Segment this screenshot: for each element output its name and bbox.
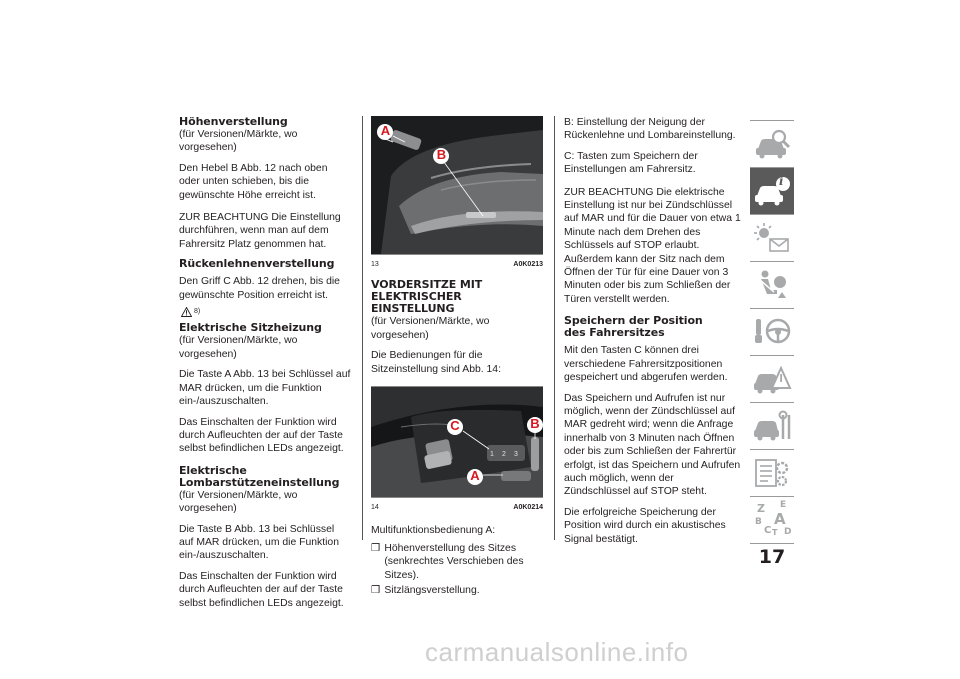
seat-side-illustration — [371, 116, 543, 254]
heading-height-adjustment: Höhenverstellung — [179, 115, 288, 128]
heading-memory-line-1: Speichern der Position — [564, 314, 703, 328]
sidebar-tab-starting-driving[interactable] — [750, 309, 794, 355]
figure-14-caption — [371, 497, 543, 514]
heading-lumbar-line-2: Lombarstützeneinstellung — [179, 475, 340, 489]
heading-subtitle: (für Versionen/Märkte, wo vorgesehen) — [371, 316, 490, 341]
index-letter-t: T — [772, 528, 778, 537]
note-paragraph: ZUR BEACHTUNG Die Einstellung durchführen, wenn man auf dem Fahrersitz Platz genommen hat. — [179, 212, 341, 250]
memory-button-3: 3 — [514, 451, 518, 459]
warning-reference — [181, 305, 351, 318]
figure-label-a: A — [470, 468, 480, 484]
heading-subtitle: (für Versionen/Märkte, wo vorgesehen) — [179, 489, 298, 515]
airbag-seat-icon — [752, 268, 792, 302]
column-2 — [371, 116, 543, 599]
heading-front-seats-line-2: ELEKTRISCHER — [371, 290, 462, 304]
column-3 — [564, 116, 742, 553]
figure-label-a: A — [380, 123, 391, 138]
heading-front-seats-line-1: VORDERSITZE MIT — [371, 278, 483, 292]
warning-ref-number: 8) — [194, 308, 201, 316]
heading-subtitle: (für Versionen/Märkte, wo vorgesehen) — [179, 129, 298, 154]
figure-label-b: B — [530, 416, 540, 432]
list-item-text: Sitzlängsverstellung. — [384, 585, 480, 597]
list-item — [371, 584, 543, 597]
paragraph: Die Taste A Abb. 13 bei Schlüssel auf MAR drücken, um die Funktion ein-/auszuschalten. — [179, 369, 351, 408]
index-letter-b: B — [755, 517, 762, 527]
paragraph: Den Griff C Abb. 12 drehen, bis die gewünschte Position erreicht ist. — [179, 276, 340, 301]
sidebar-tab-maintenance[interactable] — [750, 403, 794, 449]
watermark: carmanualsonline.info — [425, 637, 689, 667]
paragraph: Den Hebel B Abb. 12 nach oben oder unten schieben, bis die gewünschte Höhe erreicht ist. — [179, 162, 328, 201]
heading-front-seats-line-3: EINSTELLUNG — [371, 302, 455, 316]
checklist-gears-icon — [752, 456, 792, 490]
figure-number: 13 — [371, 261, 379, 268]
index-letter-a: A — [774, 510, 786, 528]
paragraph: Mit den Tasten C können drei verschiedene Fahrersitzpositionen gespeichert und abgerufen werden. — [564, 345, 728, 384]
heading-backrest-adjustment: Rückenlehnenverstellung — [179, 257, 335, 271]
figure-number: 14 — [371, 504, 379, 512]
figure-code: A0K0213 — [513, 261, 543, 268]
memory-button-2: 2 — [502, 451, 506, 459]
info-letter: i — [779, 174, 784, 188]
checkbox-bullet-icon: ❒ — [371, 585, 381, 597]
paragraph: Das Einschalten der Funktion wird durch Aufleuchten der auf der Taste selbst befindlichen LEDs angezeigt. — [179, 416, 344, 455]
column-divider — [362, 116, 363, 540]
list-item-text: Höhenverstellung des Sitzes (senkrechtes Verschieben des Sitzes). — [384, 542, 524, 581]
sidebar-separator — [750, 543, 794, 544]
heading-seat-heating: Elektrische Sitzheizung — [179, 321, 322, 335]
heading-lumbar-line-1: Elektrische — [179, 463, 247, 477]
key-steering-icon — [752, 315, 792, 349]
sidebar-tab-lights-messages[interactable] — [750, 215, 794, 261]
index-letter-z: Z — [757, 502, 765, 515]
list-item — [371, 542, 543, 582]
heading-subtitle: (für Versionen/Märkte, wo vorgesehen) — [179, 335, 298, 360]
memory-button-1: 1 — [490, 451, 494, 459]
sidebar-tab-car-search[interactable] — [750, 121, 794, 167]
sidebar-tab-emergency[interactable] — [750, 356, 794, 402]
seat-control-panel-illustration — [371, 387, 543, 497]
car-search-icon — [752, 127, 792, 161]
warning-triangle-icon — [181, 307, 192, 317]
sidebar-tab-car-info-active[interactable] — [750, 168, 794, 214]
column-divider — [554, 116, 555, 540]
paragraph: Die erfolgreiche Speicherung der Position wird durch ein akustisches Signal bestätigt. — [564, 506, 726, 545]
checkbox-bullet-icon: ❒ — [371, 542, 381, 554]
paragraph: Das Einschalten der Funktion wird durch Aufleuchten der auf der Taste selbst befindlichen LEDs angezeigt. — [179, 570, 344, 609]
figure-label-b: B — [436, 147, 447, 162]
figure-13-caption — [371, 254, 543, 271]
sidebar-tab-safety[interactable] — [750, 262, 794, 308]
note-paragraph: ZUR BEACHTUNG Die elektrische Einstellung ist nur bei Zündschlüssel auf MAR und für die Dauer von etwa 1 Minute nach dem Drehen des Schlüssels auf STOP erlaubt. Außerdem kann der Sitz nach dem Öffnen der Tür für eine Dauer von 3 Minuten oder bis zum Schließen der Türen verstellt werden. — [564, 186, 741, 305]
sidebar-tab-index[interactable] — [750, 497, 794, 543]
paragraph: C: Tasten zum Speichern der Einstellungen am Fahrersitz. — [564, 150, 698, 176]
index-letter-c: C — [764, 525, 772, 536]
index-letter-d: D — [784, 527, 792, 537]
figure-14-seat-controls — [371, 386, 543, 497]
car-tools-icon — [752, 409, 792, 443]
paragraph: Die Taste B Abb. 13 bei Schlüssel auf MAR drücken, um die Funktion ein-/auszuschalten. — [179, 523, 339, 562]
lights-message-icon — [752, 221, 792, 255]
figure-label-c: C — [450, 418, 460, 434]
paragraph: Die Bedienungen für die Sitzeinstellung sind Abb. 14: — [371, 350, 501, 375]
figure-code: A0K0214 — [513, 504, 543, 512]
index-letter-e: E — [780, 500, 787, 510]
car-warning-icon — [752, 362, 792, 396]
sidebar-tab-technical-data[interactable] — [750, 450, 794, 496]
car-info-icon — [752, 174, 792, 208]
paragraph: Multifunktionsbedienung A: — [371, 525, 496, 537]
paragraph: Das Speichern und Aufrufen ist nur möglich, wenn der Zündschlüssel auf MAR gedreht wird; wenn die Anfrage innerhalb von 3 Minuten nach Öffnen oder bis zum Schließen der Fahrertür erfolgt, ist das Speichern und Aufrufen auch möglich, wenn der Zündschlüssel auf STOP steht. — [564, 392, 741, 498]
figure-13-seat-levers — [371, 116, 543, 254]
page-number: 17 — [758, 546, 786, 568]
paragraph: B: Einstellung der Neigung der Rückenlehne und Lombareinstellung. — [564, 117, 736, 142]
column-1 — [179, 116, 351, 617]
heading-memory-line-2: des Fahrersitzes — [564, 326, 665, 340]
